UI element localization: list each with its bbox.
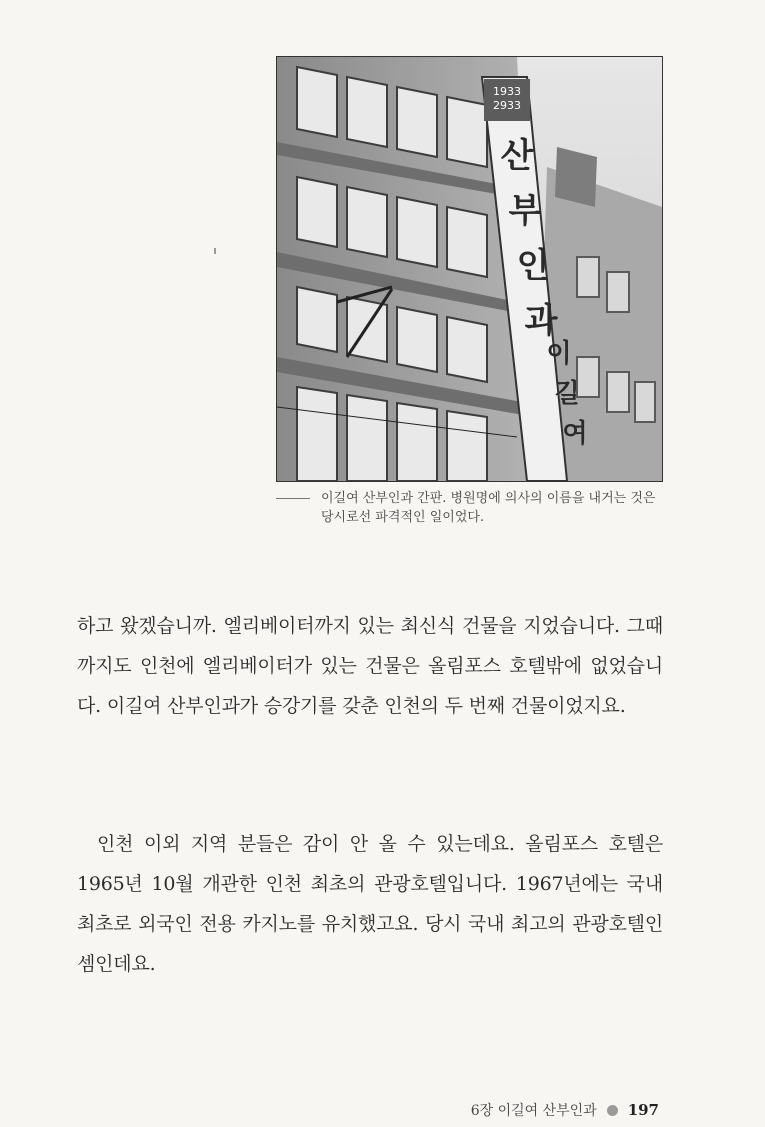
photo-caption xyxy=(276,489,666,527)
page-footer xyxy=(471,1100,659,1120)
svg-text:여: 여 xyxy=(562,419,588,449)
body-paragraph-1: 하고 왔겠습니까. 엘리베이터까지 있는 최신식 건물을 지었습니다. 그때까지도 인천에 엘리베이터가 있는 건물은 올림포스 호텔밖에 없었습니다. 이길여 산부인과가 승강기를 갖춘 인천의 두 번째 건물이었지요. xyxy=(77,615,663,717)
caption-rule xyxy=(276,498,310,499)
building-photo xyxy=(276,56,663,482)
svg-text:부: 부 xyxy=(508,191,542,231)
body-paragraph-2: 인천 이외 지역 분들은 감이 안 올 수 있는데요. 올림포스 호텔은 1965년 10월 개관한 인천 최초의 관광호텔입니다. 1967년에는 국내 최초로 외국인 전용 카지노를 유치했고요. 당시 국내 최고의 관광호텔인 셈인데요. xyxy=(77,833,663,975)
svg-text:과: 과 xyxy=(524,301,558,341)
svg-text:이: 이 xyxy=(546,339,572,369)
building-photo-illustration xyxy=(277,57,662,481)
sign-phone-1: 1933 xyxy=(493,85,521,98)
caption-text: 이길여 산부인과 간판. 병원명에 의사의 이름을 내거는 것은 당시로선 파격적인 일이었다. xyxy=(321,491,656,525)
chapter-title: 6장 이길여 산부인과 xyxy=(470,1103,597,1119)
svg-text:길: 길 xyxy=(554,379,580,409)
print-speck xyxy=(214,248,216,254)
bullet-dot-icon xyxy=(607,1105,618,1116)
sign-phone-2: 2933 xyxy=(493,99,521,112)
svg-text:산: 산 xyxy=(500,136,534,176)
svg-text:인: 인 xyxy=(516,246,550,286)
page-number: 197 xyxy=(627,1101,659,1119)
